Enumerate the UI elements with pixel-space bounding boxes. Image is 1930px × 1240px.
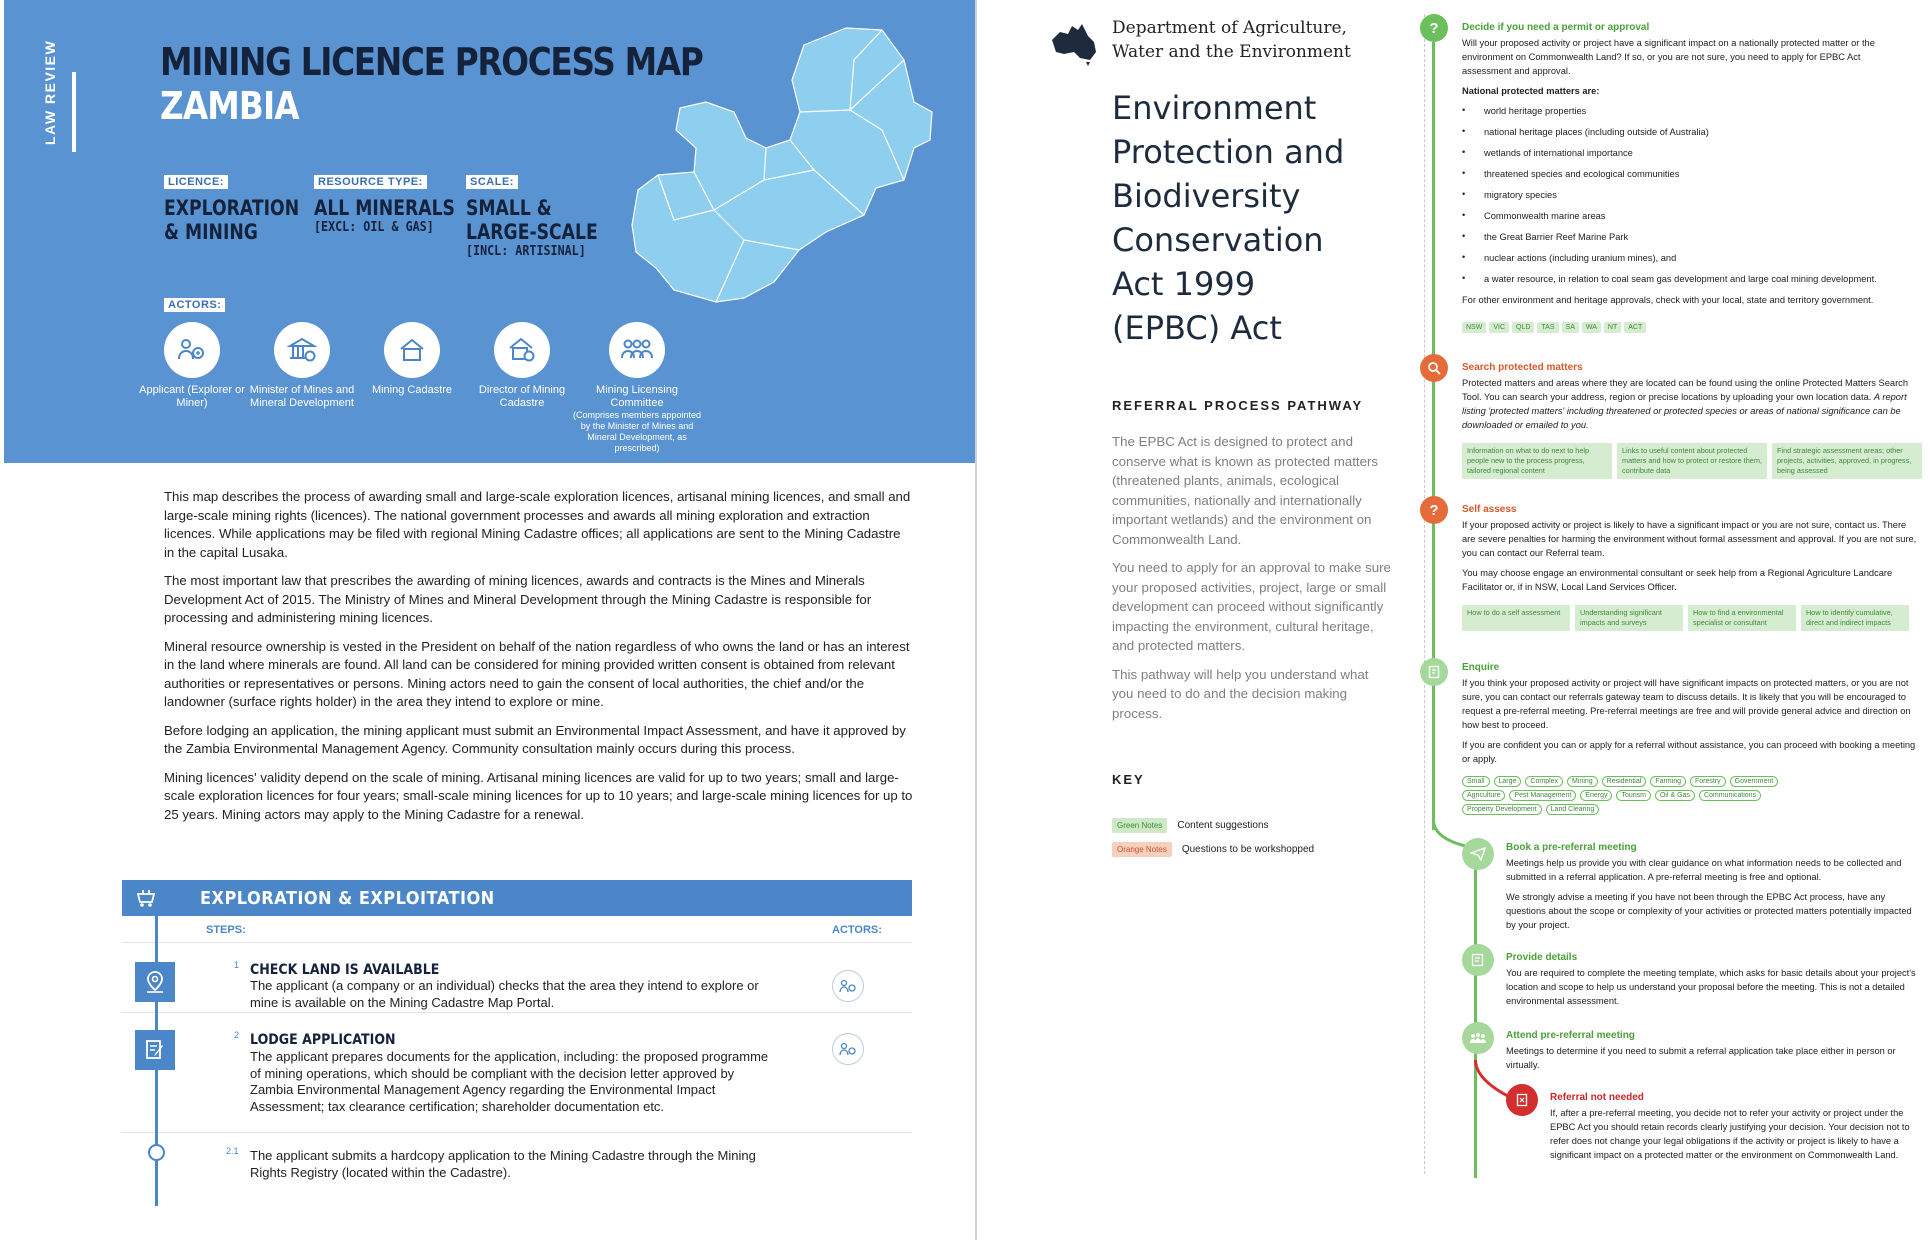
- director-house-icon: [494, 322, 550, 378]
- section-text: If you are confident you can or apply for a referral without assistance, you can proceed with booking a meeting or apply.: [1462, 740, 1916, 764]
- divider: [122, 942, 912, 943]
- form-edit-icon: [1462, 944, 1494, 976]
- project-type-pill[interactable]: Land Clearing: [1546, 804, 1600, 815]
- state-chip[interactable]: NT: [1604, 322, 1621, 333]
- project-type-pill[interactable]: Small: [1462, 776, 1490, 787]
- actor-committee: [572, 322, 702, 454]
- suggestion-box: Links to useful content about protected matters and how to protect or restore them, contribute data: [1617, 443, 1767, 479]
- state-chip[interactable]: NSW: [1462, 322, 1486, 333]
- section-heading: Decide if you need a permit or approval: [1462, 22, 1650, 33]
- section-body: [1462, 376, 1912, 432]
- list-item: • migratory species: [1462, 188, 1910, 202]
- section-text: If your proposed activity or project is likely to have a significant impact or you are not sure, contact us. There are severe penalties for harming the environment without formal assessment and approval. If you are not sure, you can contact our Referral team.: [1462, 520, 1917, 558]
- applicant-icon: [832, 1033, 864, 1065]
- column-divider: [1424, 14, 1425, 1174]
- resource-block: [314, 172, 486, 235]
- section-heading: Book a pre-referral meeting: [1506, 842, 1637, 853]
- actors-tag: ACTORS:: [164, 298, 225, 312]
- side-label: LAW REVIEW: [42, 39, 58, 145]
- section-body: [1506, 966, 1920, 1014]
- list-item: • wetlands of international importance: [1462, 146, 1910, 160]
- content-suggestion-boxes: [1462, 443, 1922, 479]
- section-body: [1506, 856, 1920, 938]
- licence-tag: LICENCE:: [164, 175, 228, 189]
- section-text: For other environment and heritage approvals, check with your local, state and territory government.: [1462, 295, 1874, 305]
- pathway-line-secondary: [1474, 848, 1477, 1178]
- actor-label: Mining Licensing Committee: [596, 384, 678, 409]
- act-title-line: Conservation: [1112, 221, 1324, 259]
- intro-paragraph: Before lodging an application, the mining applicant must submit an Environmental Impact Assessment, and have it approved by the Zambia Environmental Management Agency. Community consultation mainly occurs during this process.: [164, 722, 906, 756]
- actors-heading: ACTORS:: [832, 924, 882, 936]
- protected-matters-list: [1462, 104, 1910, 286]
- section-text: If, after a pre-referral meeting, you decide not to refer your activity or project under the EPBC Act you should retain records clearly justifying your decision. Your decision not to refer does not change your legal obligations if the activity or project is likely to have a significant impact on a protected matter or the environment on Commonwealth Land.: [1550, 1108, 1910, 1160]
- divider: [122, 1132, 912, 1133]
- section-text: You are required to complete the meeting template, which asks for basic details about your project's location and scope to help us understand your proposal before the meeting. This is not a detailed environmental assessment.: [1506, 968, 1916, 1006]
- section-text: Meetings to determine if you need to submit a referral application take place either in person or virtually.: [1506, 1046, 1896, 1070]
- ministry-building-icon: [274, 322, 330, 378]
- section-italic-text: A report listing 'protected matters' including threatened or protected species or areas of national significance can be downloaded or emailed to you.: [1462, 392, 1907, 430]
- suggestion-box: How to do a self assessment: [1462, 605, 1570, 631]
- edit-document-icon: [135, 1030, 175, 1070]
- step-title: LODGE APPLICATION: [250, 1032, 396, 1048]
- actor-label: Minister of Mines and Mineral Development: [249, 384, 355, 409]
- title-line-2: ZAMBIA: [160, 84, 299, 128]
- intro-paragraph: Mineral resource ownership is vested in the President on behalf of the nation regardless of who owns the land or has an interest in the land where minerals are found. All land can be considered for mining provided written consent is obtained from relevant authorities or representatives or persons. Mining actors need to gain the consent of local authorities, the chief and/or the landowner (surface rights holder) in the area they intend to explore or mine.: [164, 638, 910, 709]
- pathway-paragraph: This pathway will help you understand what you need to do and the decision making process.: [1112, 666, 1369, 721]
- substep-marker: [148, 1144, 165, 1161]
- project-type-pill[interactable]: Pest Management: [1509, 790, 1576, 801]
- list-item: • world heritage properties: [1462, 104, 1910, 118]
- project-type-pill[interactable]: Farming: [1650, 776, 1686, 787]
- title-line-1: MINING LICENCE PROCESS MAP: [160, 40, 703, 84]
- scale-value-1: SMALL &: [466, 196, 552, 220]
- actor-label: Applicant (Explorer or Miner): [139, 384, 245, 409]
- project-type-pill[interactable]: Mining: [1567, 776, 1598, 787]
- actor-director: [462, 322, 582, 410]
- content-suggestion-boxes: [1462, 605, 1909, 631]
- department-name: [1112, 16, 1351, 64]
- department-line-1: Department of Agriculture,: [1112, 18, 1347, 38]
- resource-sub: [EXCL: OIL & GAS]: [314, 220, 434, 235]
- search-icon: [1420, 354, 1448, 382]
- list-item: • the Great Barrier Reef Marine Park: [1462, 230, 1910, 244]
- section-heading: Referral not needed: [1550, 1092, 1644, 1103]
- act-title-line: Environment: [1112, 89, 1317, 127]
- list-item: • nuclear actions (including uranium mines), and: [1462, 251, 1910, 265]
- step-number: 2: [234, 1030, 240, 1040]
- scale-sub: [INCL: ARTISINAL]: [466, 244, 586, 259]
- location-pin-icon: [135, 962, 175, 1002]
- act-title-line: Biodiversity: [1112, 177, 1301, 215]
- key-label: Questions to be workshopped: [1181, 844, 1315, 855]
- resource-tag: RESOURCE TYPE:: [314, 175, 427, 189]
- actor-minister: [242, 322, 362, 410]
- section-body: [1462, 676, 1922, 772]
- meeting-group-icon: [1462, 1022, 1494, 1054]
- scale-block: [466, 172, 627, 259]
- suggestion-box: Understanding significant impacts and surveys: [1575, 605, 1683, 631]
- step-number: 2.1: [226, 1146, 239, 1156]
- project-type-pills: [1462, 776, 1822, 815]
- actor-label: Director of Mining Cadastre: [478, 384, 566, 409]
- state-chip[interactable]: ACT: [1624, 322, 1646, 333]
- suggestion-box: How to identify cumulative, direct and indirect impacts: [1801, 605, 1909, 631]
- steps-heading: STEPS:: [206, 924, 246, 936]
- pathway-line: [1432, 42, 1435, 830]
- applicant-icon: [832, 970, 864, 1002]
- orange-notes-chip: Orange Notes: [1112, 842, 1172, 857]
- pathway-description: [1112, 432, 1392, 732]
- section-text: Meetings help us provide you with clear guidance on what information needs to be collected and submitted in a referral application. A pre-referral meeting is free and optional.: [1506, 858, 1902, 882]
- section-text: We strongly advise a meeting if you have not been through the EPBC Act process, have any questions about the scope or complexity of your activities or protected matters potentially impacted by your project.: [1506, 892, 1912, 930]
- state-chip[interactable]: TAS: [1537, 322, 1558, 333]
- suggestion-box: How to find a environmental specialist or consultant: [1688, 605, 1796, 631]
- project-type-pill[interactable]: Residential: [1602, 776, 1647, 787]
- list-heading: National protected matters are:: [1462, 86, 1600, 96]
- list-item: • threatened species and ecological communities: [1462, 167, 1910, 181]
- step-text: The applicant prepares documents for the application, including: the proposed programme of mining operations, which should be compliant with the decision letter approved by Zambia Environmental Management Agency regarding the Environmental Impact Assessment; tax clearance certification; shareholder documentation etc.: [250, 1049, 769, 1114]
- enquiry-document-icon: [1420, 658, 1448, 686]
- pathway-heading: REFERRAL PROCESS PATHWAY: [1112, 398, 1364, 413]
- intro-paragraph: The most important law that prescribes the awarding of mining licences, awards and contracts is the Mines and Minerals Development Act of 2015. The Ministry of Mines and Mineral Development through the Mining Cadastre is responsible for processing and administering mining licences.: [164, 573, 872, 625]
- actor-sublabel: (Comprises members appointed by the Minister of Mines and Mineral Development, as prescribed): [572, 410, 702, 453]
- section-header: [122, 880, 912, 916]
- section-body: [1550, 1106, 1922, 1168]
- section-body: [1462, 36, 1910, 313]
- project-type-pill[interactable]: Government: [1730, 776, 1779, 787]
- key-label: Content suggestions: [1177, 820, 1269, 831]
- list-item: • national heritage places (including outside of Australia): [1462, 125, 1910, 139]
- section-title: EXPLORATION & EXPLOITATION: [200, 887, 495, 909]
- act-title-line: Protection and: [1112, 133, 1345, 171]
- scale-value-2: LARGE-SCALE: [466, 220, 598, 244]
- licence-block: [164, 172, 314, 244]
- state-chip[interactable]: SA: [1562, 322, 1579, 333]
- section-heading: Attend pre-referral meeting: [1506, 1030, 1635, 1041]
- state-chip[interactable]: WA: [1582, 322, 1601, 333]
- list-item: • Commonwealth marine areas: [1462, 209, 1910, 223]
- question-icon: ?: [1420, 14, 1448, 42]
- key-row-green: [1112, 818, 1269, 833]
- section-text: Will your proposed activity or project have a significant impact on a nationally protected matter or the environment on Commonwealth Land? If so, or you are not sure, you need to apply for EPBC Act assessment and approval.: [1462, 38, 1875, 76]
- project-type-pill[interactable]: Complex: [1525, 776, 1563, 787]
- licence-value: EXPLORATION & MINING: [164, 196, 300, 244]
- key-heading: KEY: [1112, 772, 1145, 787]
- actor-cadastre: [352, 322, 472, 397]
- actor-applicant: [132, 322, 252, 410]
- project-type-pill[interactable]: Communications: [1699, 790, 1761, 801]
- mining-cart-icon: [122, 880, 170, 916]
- project-type-pill[interactable]: Tourism: [1616, 790, 1651, 801]
- state-chips: [1462, 322, 1646, 333]
- section-heading: Provide details: [1506, 952, 1578, 963]
- step-text: The applicant (a company or an individual) checks that the area they intend to explore or mine is available on the Mining Cadastre Map Portal.: [250, 978, 759, 1010]
- resource-value: ALL MINERALS: [314, 196, 455, 220]
- department-line-2: Water and the Environment: [1112, 42, 1351, 62]
- pathway-paragraph: You need to apply for an approval to make sure your proposed activities, project, large or small development can proceed without significantly impacting the environment, cultural heritage, and protected matters.: [1112, 560, 1391, 653]
- state-chip[interactable]: VIC: [1489, 322, 1509, 333]
- section-heading: Self assess: [1462, 504, 1517, 515]
- project-type-pill[interactable]: Property Development: [1462, 804, 1542, 815]
- cadastre-house-icon: [384, 322, 440, 378]
- mining-licence-document: [4, 0, 977, 1240]
- suggestion-box: Information on what to do next to help people new to the process progress, tailored regional content: [1462, 443, 1612, 479]
- australia-map-logo-icon: [1048, 22, 1100, 66]
- actor-label: Mining Cadastre: [371, 384, 453, 396]
- step-number: 1: [234, 960, 240, 970]
- cancel-document-icon: [1506, 1084, 1538, 1116]
- act-title-line: Act 1999: [1112, 265, 1256, 303]
- zambia-map-icon: [614, 20, 954, 310]
- act-title: [1112, 86, 1402, 350]
- step-title: CHECK LAND IS AVAILABLE: [250, 962, 440, 978]
- section-body: [1462, 518, 1920, 600]
- project-type-pill[interactable]: Energy: [1580, 790, 1612, 801]
- green-notes-chip: Green Notes: [1112, 818, 1167, 833]
- project-type-pill[interactable]: Large: [1494, 776, 1522, 787]
- pathway-paragraph: The EPBC Act is designed to protect and conserve what is known as protected matters (threatened plants, animals, ecological communities, nationally and internationally important wetlands) and the environment on Commonwealth Land.: [1112, 434, 1379, 547]
- project-type-pill[interactable]: Oil & Gas: [1655, 790, 1695, 801]
- intro-paragraph: This map describes the process of awarding small and large-scale exploration licences, artisanal mining licences, and small and large-scale mining rights (licences). The national government processes and awards all mining exploration and extraction licences. While applications may be filed with regional Mining Cadastre offices; all applications are sent to the Mining Cadastre in the capital Lusaka.: [164, 489, 911, 560]
- act-title-line: (EPBC) Act: [1112, 309, 1282, 347]
- suggestion-box: Find strategic assessment areas; other projects, activities, approved, in progress, being assessed: [1772, 443, 1922, 479]
- key-row-orange: [1112, 842, 1314, 857]
- step-text: The applicant submits a hardcopy application to the Mining Cadastre through the Mining Rights Registry (located within the Cadastre).: [250, 1148, 756, 1180]
- send-paper-plane-icon: [1462, 838, 1494, 870]
- list-item: • a water resource, in relation to coal seam gas development and large coal mining development.: [1462, 272, 1910, 286]
- section-heading: Enquire: [1462, 662, 1500, 673]
- section-body: [1506, 1044, 1920, 1078]
- section-text: Protected matters and areas where they are located can be found using the online Protected Matters Search Tool. You can search your address, region or precise locations by uploading your own location data.: [1462, 378, 1908, 402]
- project-type-pill[interactable]: Forestry: [1690, 776, 1726, 787]
- section-heading: Search protected matters: [1462, 362, 1583, 373]
- intro-text: [164, 488, 914, 834]
- project-type-pill[interactable]: Agriculture: [1462, 790, 1505, 801]
- hero-banner: [4, 0, 975, 463]
- side-label-bar: [72, 72, 76, 152]
- divider: [122, 1012, 912, 1013]
- scale-tag: SCALE:: [466, 175, 518, 189]
- intro-paragraph: Mining licences' validity depend on the scale of mining. Artisanal mining licences are valid for up to two years; small and large-scale exploration licences for four years; small-scale mining licences for up to 10 years; and large-scale mining licences for up to 25 years. Mining actors may apply to the Mining Cadastre for a renewal.: [164, 769, 913, 822]
- committee-group-icon: [609, 322, 665, 378]
- applicant-icon: [164, 322, 220, 378]
- section-text: If you think your proposed activity or project will have significant impacts on protected matters, or you are not sure, you can contact our referrals gateway team to discuss details. It is likely that you will be encouraged to request a pre-referral meeting. Pre-referral meetings are free and will provide general advice and direction on how best to proceed.: [1462, 678, 1911, 730]
- state-chip[interactable]: QLD: [1512, 322, 1534, 333]
- section-text: You may choose engage an environmental consultant or seek help from a Regional Agriculture Landcare Facilitator or, if in NSW, Local Land Services Officer.: [1462, 568, 1893, 592]
- question-icon: ?: [1420, 496, 1448, 524]
